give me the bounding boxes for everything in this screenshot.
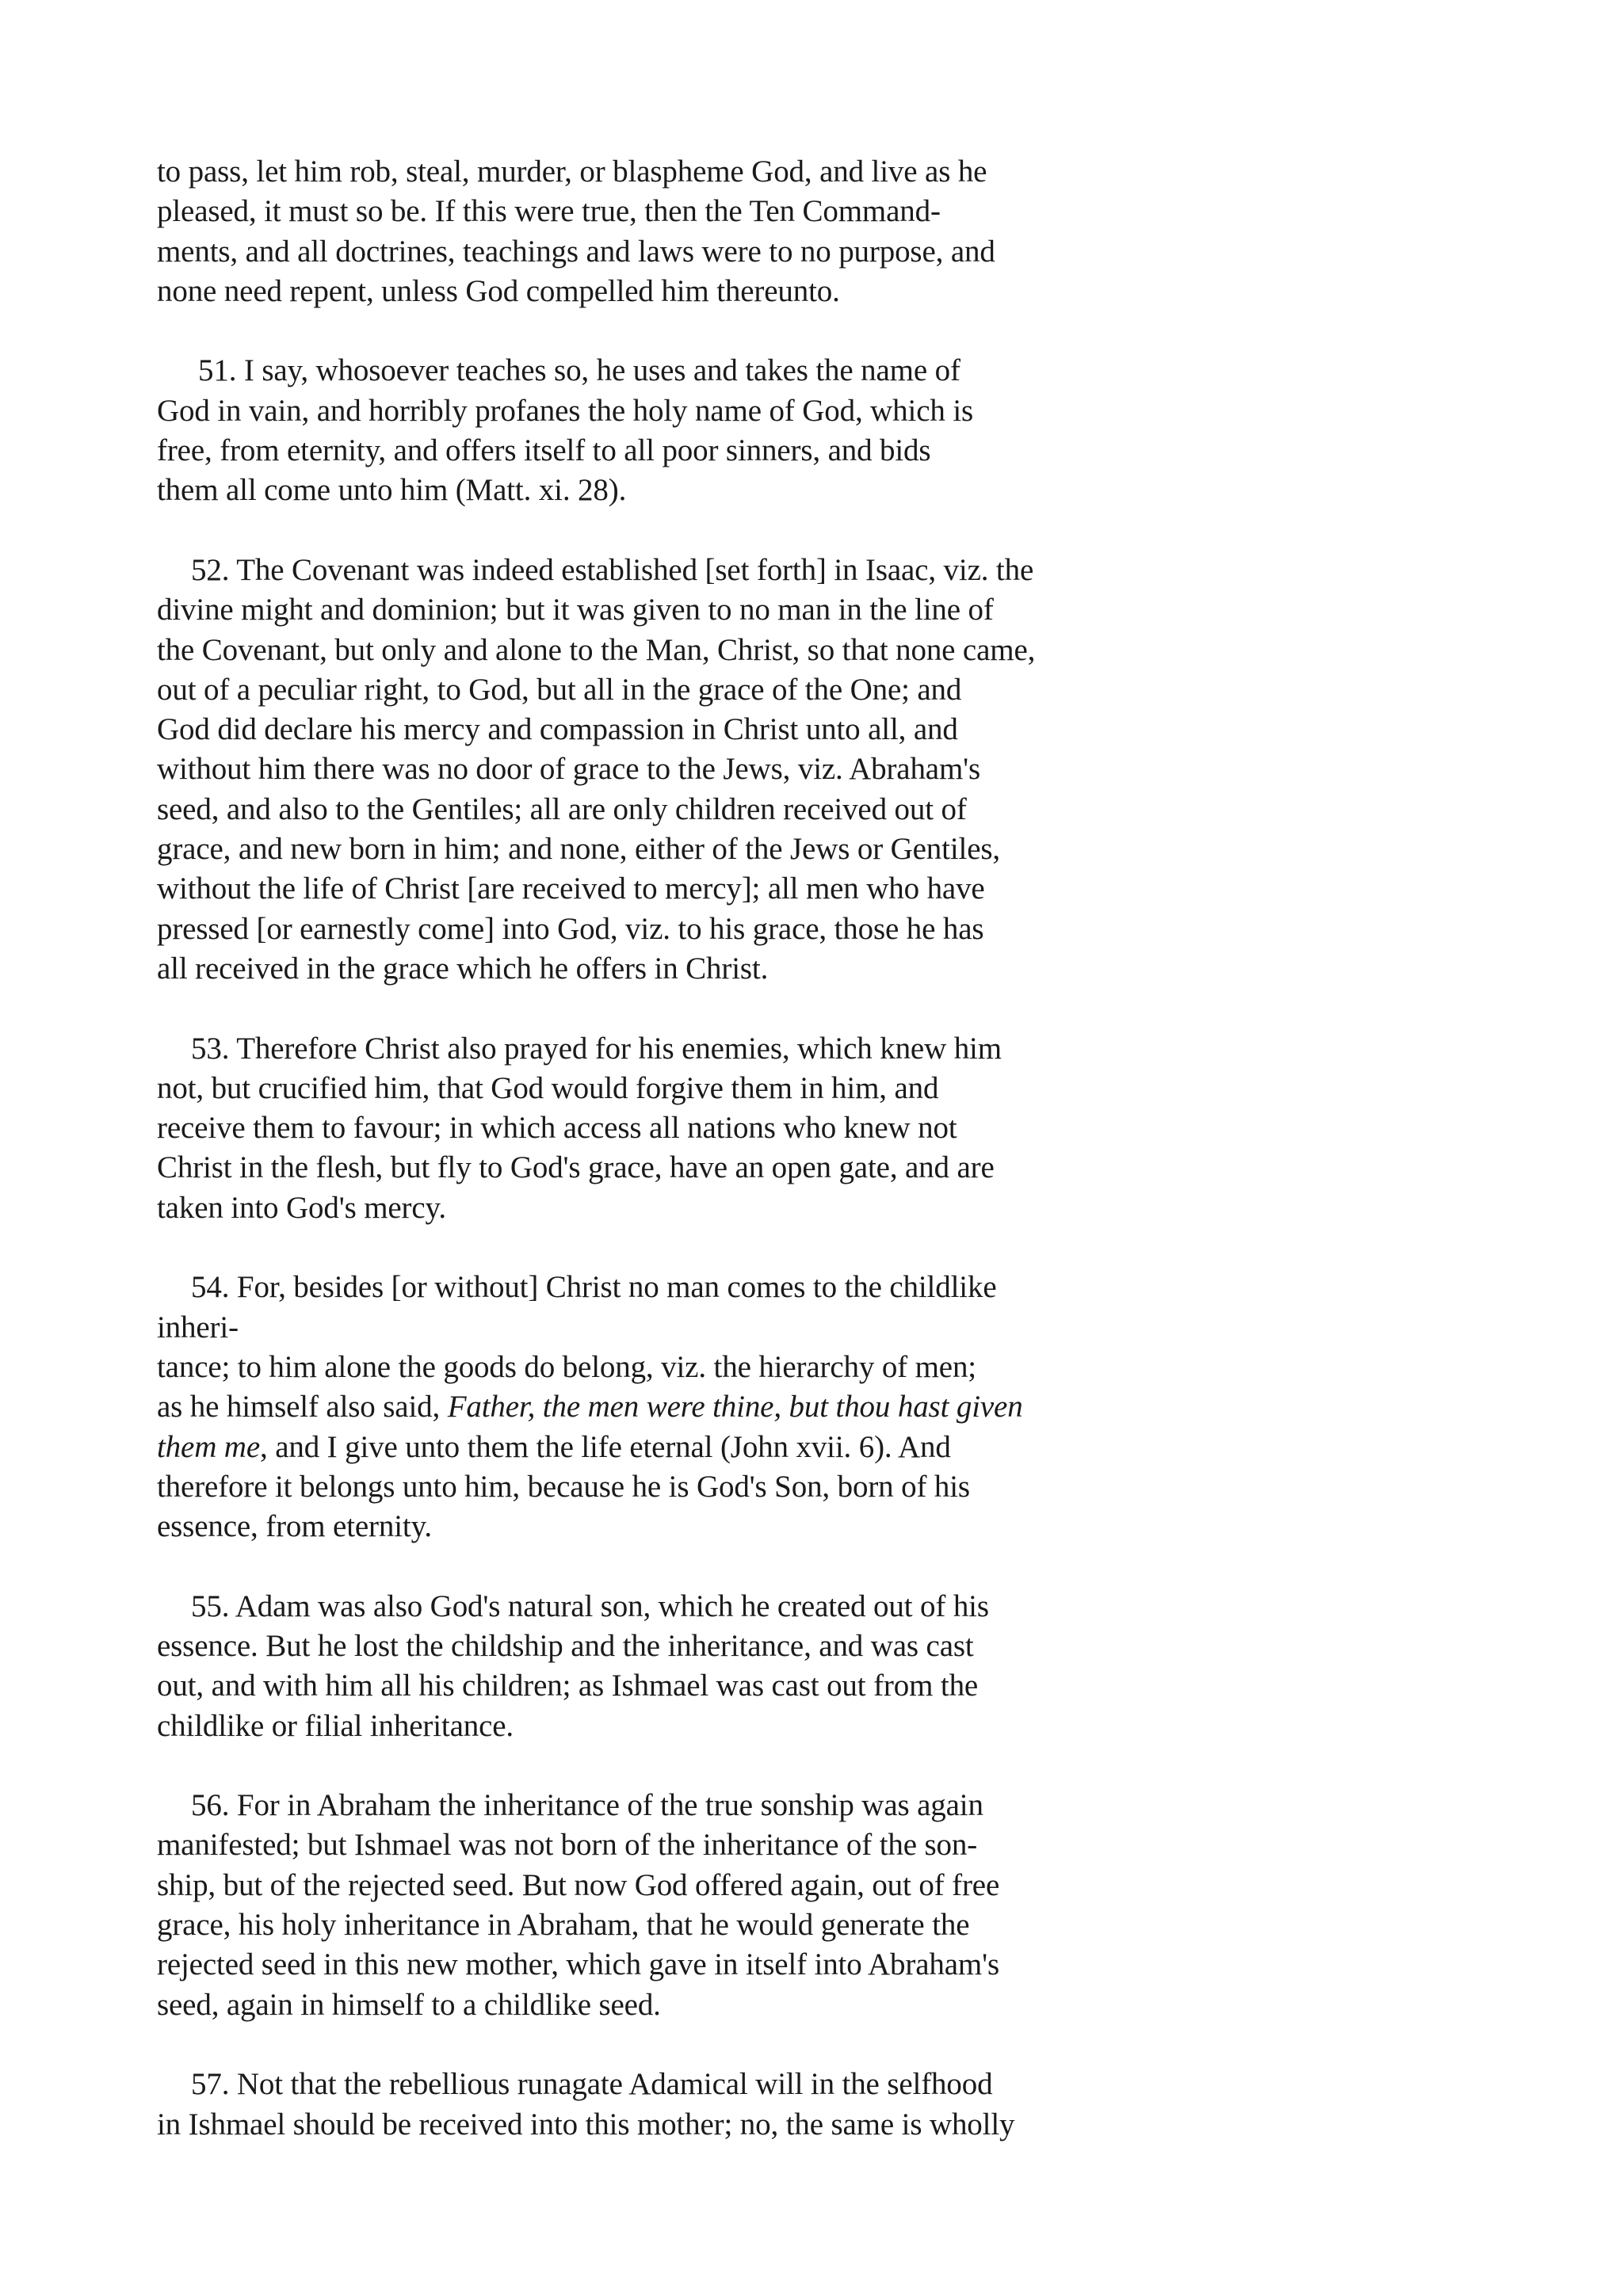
- text-line: 52. The Covenant was indeed established [set forth] in Isaac, viz. the: [191, 552, 1034, 587]
- paragraph-54: [157, 1268, 1219, 1547]
- text-line: out, and with him all his children; as Ishmael was cast out from the: [157, 1669, 979, 1703]
- text-line: grace, and new born in him; and none, either of the Jews or Gentiles,: [157, 832, 1000, 867]
- text-line: free, from eternity, and offers itself to all poor sinners, and bids: [157, 433, 931, 468]
- paragraph-55: [157, 1587, 1219, 1746]
- text-line: the Covenant, but only and alone to the Man, Christ, so that none came,: [157, 632, 1036, 667]
- text-line: divine might and dominion; but it was given to no man in the line of: [157, 593, 994, 627]
- text-line: them all come unto him (Matt. xi. 28).: [157, 473, 627, 508]
- paragraph-53: [157, 1029, 1219, 1228]
- paragraph-51: [157, 351, 1219, 510]
- text-line: receive them to favour; in which access all nations who knew not: [157, 1111, 957, 1146]
- text-line: 54. For, besides [or without] Christ no man comes to the childlike: [191, 1270, 997, 1305]
- text-line: none need repent, unless God compelled him thereunto.: [157, 273, 840, 308]
- text-line: 53. Therefore Christ also prayed for his enemies, which knew him: [191, 1031, 1002, 1066]
- text-line: seed, and also to the Gentiles; all are only children received out of: [157, 791, 967, 826]
- text-line: 55. Adam was also God's natural son, which he created out of his: [191, 1589, 989, 1623]
- text-line-italic: [157, 1428, 1219, 1467]
- text-line: out of a peculiar right, to God, but all in the grace of the One; and: [157, 672, 962, 707]
- text-run: , and I give unto them the life eternal (John xvii. 6). And: [260, 1429, 951, 1464]
- text-line: tance; to him alone the goods do belong, viz. the hierarchy of men;: [157, 1349, 976, 1384]
- text-line: without the life of Christ [are received to mercy]; all men who have: [157, 871, 985, 906]
- text-line: therefore it belongs unto him, because he is God's Son, born of his: [157, 1469, 970, 1504]
- text-line: seed, again in himself to a childlike seed.: [157, 1987, 661, 2022]
- text-line: rejected seed in this new mother, which gave in itself into Abraham's: [157, 1947, 999, 1982]
- text-line: all received in the grace which he offers in Christ.: [157, 951, 769, 986]
- text-line: 57. Not that the rebellious runagate Adamical will in the selfhood: [191, 2067, 993, 2102]
- paragraph-57: [157, 2065, 1219, 2145]
- italic-quote: them me: [157, 1429, 260, 1464]
- text-line: childlike or filial inheritance.: [157, 1708, 514, 1743]
- text-line: in Ishmael should be received into this mother; no, the same is wholly: [157, 2107, 1015, 2142]
- text-line: 56. For in Abraham the inheritance of the true sonship was again: [191, 1788, 983, 1823]
- text-line: pleased, it must so be. If this were true, then the Ten Command-: [157, 194, 941, 229]
- text-line: Christ in the flesh, but fly to God's grace, have an open gate, and are: [157, 1150, 995, 1185]
- text-line: manifested; but Ishmael was not born of the inheritance of the son-: [157, 1828, 978, 1863]
- text-line: without him there was no door of grace to the Jews, viz. Abraham's: [157, 752, 981, 787]
- text-line: essence. But he lost the childship and the inheritance, and was cast: [157, 1628, 974, 1663]
- text-line: ments, and all doctrines, teachings and laws were to no purpose, and: [157, 234, 995, 269]
- text-line: not, but crucified him, that God would forgive them in him, and: [157, 1070, 939, 1105]
- text-line: 51. I say, whosoever teaches so, he uses and takes the name of: [198, 353, 960, 388]
- paragraph-52: [157, 551, 1219, 989]
- text-line: taken into God's mercy.: [157, 1190, 446, 1225]
- text-line-italic: [157, 1387, 1219, 1427]
- text-line: pressed [or earnestly come] into God, viz. to his grace, those he has: [157, 911, 984, 946]
- text-line: essence, from eternity.: [157, 1509, 433, 1544]
- document-page: [157, 152, 1219, 2184]
- text-line: God in vain, and horribly profanes the holy name of God, which is: [157, 393, 974, 428]
- text-line: inheri-: [157, 1310, 239, 1344]
- italic-quote: Father, the men were thine, but thou hast given: [447, 1390, 1023, 1425]
- text-line: God did declare his mercy and compassion in Christ unto all, and: [157, 712, 958, 747]
- text-line: grace, his holy inheritance in Abraham, that he would generate the: [157, 1908, 970, 1943]
- text-run: as he himself also said,: [157, 1390, 448, 1425]
- text-line: to pass, let him rob, steal, murder, or blaspheme God, and live as he: [157, 154, 987, 189]
- paragraph-56: [157, 1786, 1219, 2025]
- text-line: ship, but of the rejected seed. But now God offered again, out of free: [157, 1867, 1000, 1902]
- paragraph-continuation: [157, 152, 1219, 311]
